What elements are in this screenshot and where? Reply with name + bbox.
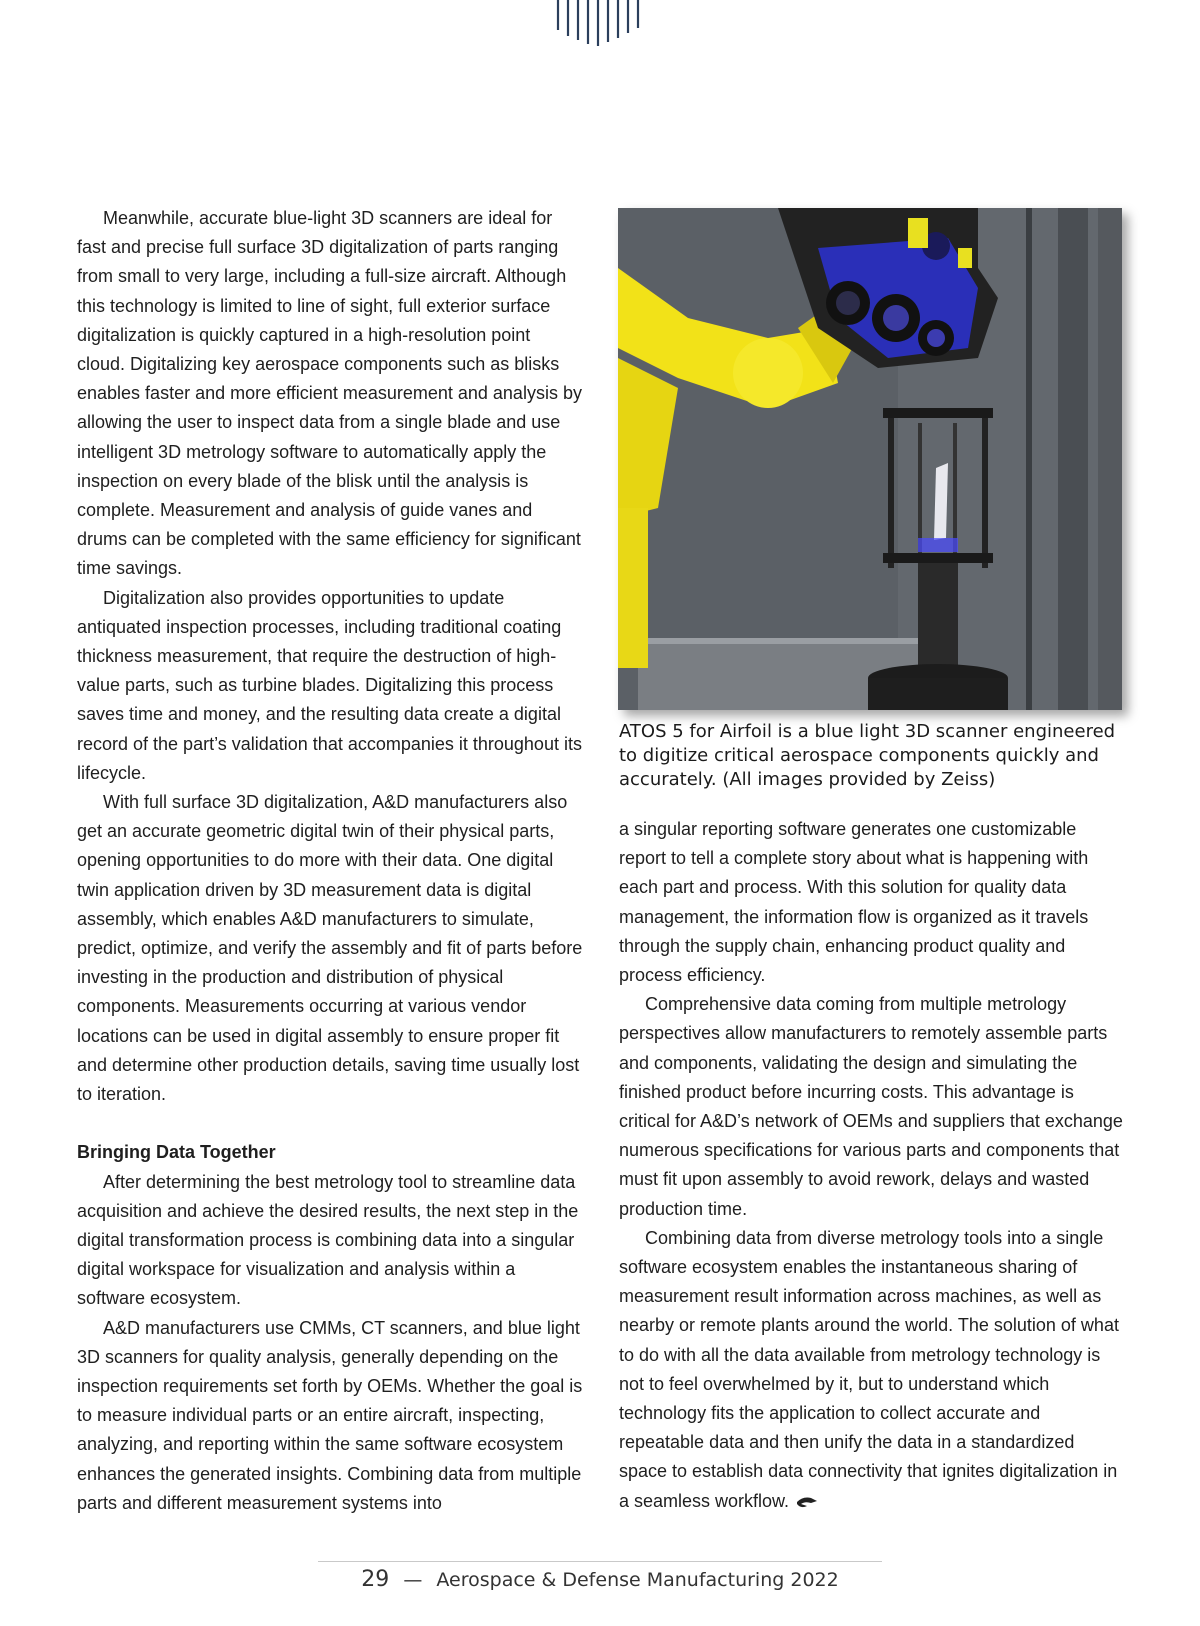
right-text-column: [619, 815, 1125, 1516]
body-paragraph: After determining the best metrology tool to streamline data acquisition and achieve the desired results, the next step in the digital transformation process is combining data into a singular digital workspace for visualization and analysis within a software ecosystem.: [77, 1171, 579, 1309]
footer-separator: —: [403, 1569, 423, 1591]
body-paragraph: With full surface 3D digitalization, A&D manufacturers also get an accurate geometric digital twin of their physical parts, opening opportunities to do more with their data. One digital twin application driven by 3D measurement data is digital assembly, which enables A&D manufacturers to simulate, predict, optimize, and verify the assembly and fit of parts before investing in the production and distribution of physical components. Measurements occurring at various vendor locations can be used in digital assembly to ensure proper fit and determine other production details, saving time usually lost to iteration.: [77, 792, 583, 1105]
body-paragraph: Meanwhile, accurate blue-light 3D scanners are ideal for fast and precise full surface 3D digitalization of parts ranging from small to very large, including a full-size aircraft. Although this technology is limited to line of sight, full exterior surface digitalization is quickly captured in a high-resolution point cloud. Digitalizing key aerospace components such as blisks enables faster and more efficient measurement and analysis by allowing the user to inspect data from a single blade and use intelligent 3D metrology software to automatically apply the inspection on every blade of the blisk until the analysis is complete. Measurement and analysis of guide vanes and drums can be completed with the same efficiency for significant time savings.: [77, 208, 582, 579]
body-paragraph: Comprehensive data coming from multiple metrology perspectives allow manufacturers to remotely assemble parts and components, validating the design and simulating the finished product before incurring costs. This advantage is critical for A&D’s network of OEMs and suppliers that exchange numerous specifications for various parts and components that must fit upon assembly to avoid rework, delays and wasted production time.: [619, 994, 1123, 1219]
footer-rule: [318, 1561, 882, 1562]
publication-title: Aerospace & Defense Manufacturing 2022: [436, 1569, 839, 1591]
figure-caption: ATOS 5 for Airfoil is a blue light 3D scanner engineered to digitize critical aerospace components quickly and accurately. (All images provided by Zeiss): [619, 721, 1116, 790]
header-decoration-lines: [556, 0, 646, 50]
left-text-column: [77, 204, 583, 1518]
end-of-article-icon: [795, 1495, 819, 1509]
body-paragraph: a singular reporting software generates one customizable report to tell a complete story about what is happening with each part and process. With this solution for quality data management, the information flow is organized as it travels through the supply chain, enhancing product quality and process efficiency.: [619, 819, 1089, 986]
robot-scanner-illustration: [618, 208, 1122, 710]
scanner-photo: [618, 208, 1122, 710]
body-paragraph: A&D manufacturers use CMMs, CT scanners, and blue light 3D scanners for quality analysis, generally depending on the inspection requirements set forth by OEMs. Whether the goal is to measure individual parts or an entire aircraft, inspecting, analyzing, and reporting within the same software ecosystem enhances the generated insights. Combining data from multiple parts and different measurement systems into: [77, 1317, 583, 1513]
page-number: 29: [361, 1567, 390, 1592]
section-heading: Bringing Data Together: [77, 1142, 276, 1163]
body-paragraph: Digitalization also provides opportunities to update antiquated inspection processes, including traditional coating thickness measurement, that require the destruction of high-value parts, such as turbine blades. Digitalizing this process saves time and money, and the resulting data create a digital record of the part’s validation that accompanies it throughout its lifecycle.: [77, 587, 582, 783]
page-footer: [0, 1567, 1200, 1592]
body-paragraph: Combining data from diverse metrology tools into a single software ecosystem enables the instantaneous sharing of measurement result information across machines, as well as nearby or remote plants around the world. The solution of what to do with all the data available from metrology technology is not to feel overwhelmed by it, but to understand which technology fits the application to collect accurate and repeatable data and then unify the data in a standardized space to establish data connectivity that ignites digitalization in a seamless workflow.: [619, 1227, 1119, 1511]
